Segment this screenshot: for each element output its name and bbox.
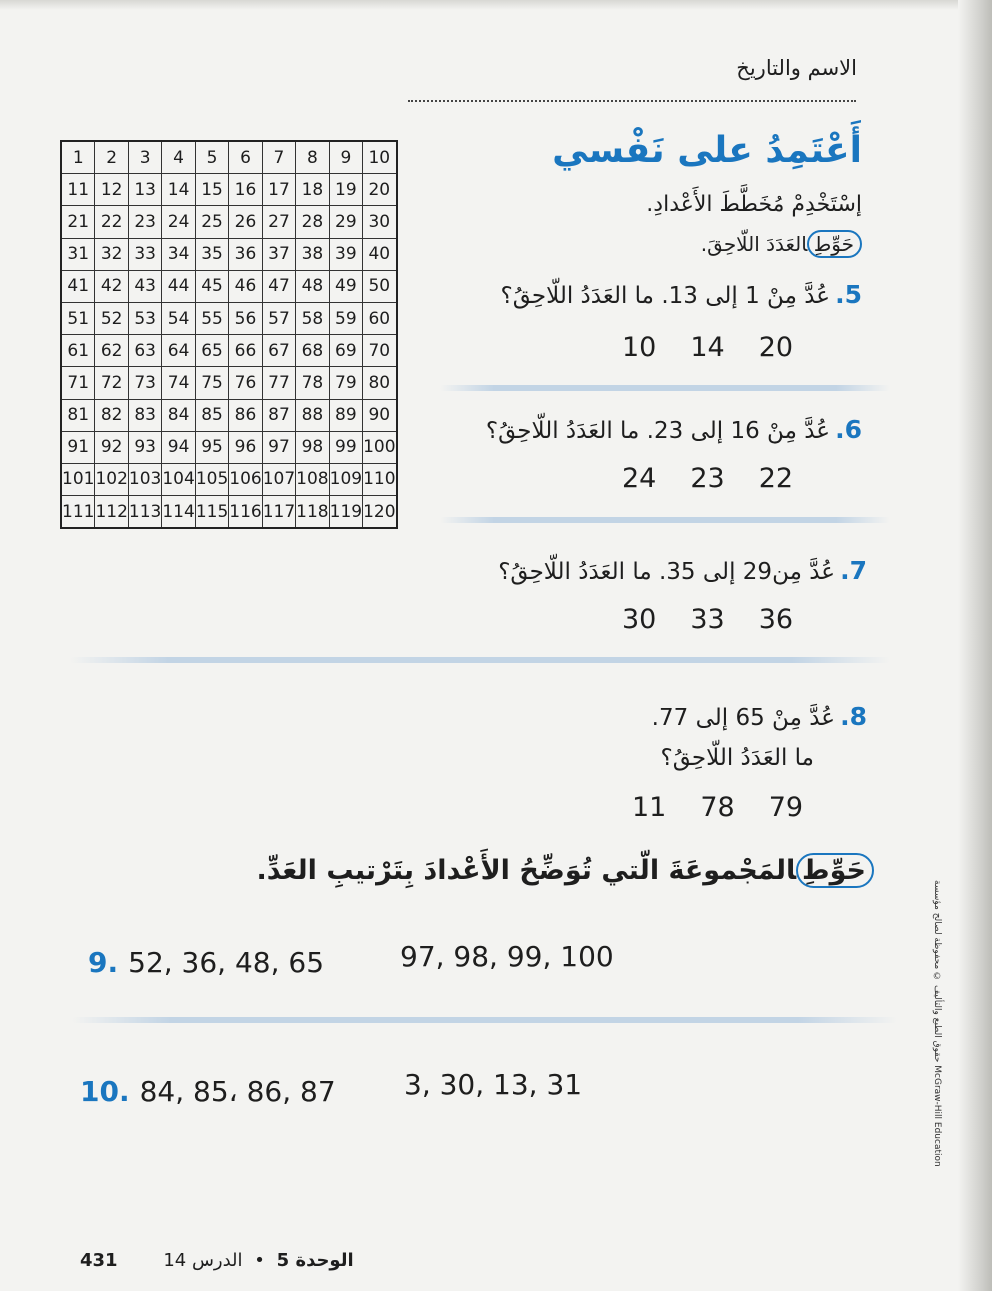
question-text: عُدَّ مِنْ 1 إلى 13. ما العَدَدُ اللّاحِقُ؟	[500, 283, 830, 309]
page-edge	[958, 0, 992, 1291]
grid-cell: 5	[195, 141, 228, 174]
grid-cell: 81	[61, 399, 95, 431]
grid-row	[61, 431, 397, 463]
grid-row	[61, 174, 397, 206]
option[interactable]: 14	[690, 332, 725, 363]
grid-cell: 9	[329, 141, 362, 174]
option[interactable]: 78	[700, 792, 735, 823]
grid-cell: 33	[128, 238, 161, 270]
grid-cell: 55	[195, 302, 228, 334]
sequence-9-b[interactable]: 97, 98, 99, 100	[400, 940, 614, 973]
grid-cell: 65	[195, 335, 228, 367]
page-edge	[0, 0, 992, 10]
grid-row	[61, 496, 397, 529]
grid-cell: 83	[128, 399, 161, 431]
options-7	[605, 604, 810, 635]
option[interactable]: 79	[768, 792, 804, 823]
grid-cell: 100	[363, 431, 397, 463]
grid-row	[61, 302, 397, 334]
grid-cell: 10	[363, 141, 397, 174]
question-text-line2: ما العَدَدُ اللّاحِقُ؟	[660, 745, 814, 771]
sequence-option: 52, 36, 48, 65	[128, 946, 325, 979]
grid-cell: 103	[128, 463, 161, 495]
grid-cell: 120	[363, 496, 397, 529]
set-instruction-rest: المَجْموعَةَ الّتي تُوَضِّحُ الأَعْدادَ بِتَرْتيبِ العَدِّ.	[256, 855, 797, 886]
grid-cell: 107	[262, 463, 295, 495]
name-date-label: الاسم والتاريخ	[736, 56, 857, 80]
grid-cell: 63	[128, 335, 161, 367]
grid-cell: 4	[162, 141, 195, 174]
option[interactable]: 24	[622, 463, 657, 494]
grid-cell: 21	[61, 206, 95, 238]
grid-cell: 86	[229, 399, 262, 431]
grid-cell: 41	[61, 270, 95, 302]
grid-cell: 31	[61, 238, 95, 270]
grid-cell: 91	[61, 431, 95, 463]
grid-cell: 79	[329, 367, 362, 399]
question-7	[397, 556, 867, 585]
option[interactable]: 23	[690, 463, 725, 494]
grid-cell: 112	[95, 496, 128, 529]
grid-cell: 119	[329, 496, 362, 529]
grid-cell: 43	[128, 270, 161, 302]
option[interactable]: 11	[632, 792, 667, 823]
sequence-option: 84, 85، 86, 87	[139, 1075, 336, 1108]
grid-cell: 62	[95, 335, 128, 367]
grid-cell: 23	[128, 206, 161, 238]
grid-cell: 32	[95, 238, 128, 270]
grid-cell: 98	[296, 431, 329, 463]
lesson-label: الدرس 14	[163, 1250, 243, 1271]
grid-cell: 20	[363, 174, 397, 206]
grid-cell: 93	[128, 431, 161, 463]
grid-cell: 109	[329, 463, 362, 495]
separator	[440, 517, 890, 523]
grid-cell: 113	[128, 496, 161, 529]
grid-cell: 95	[195, 431, 228, 463]
grid-cell: 110	[363, 463, 397, 495]
grid-cell: 73	[128, 367, 161, 399]
question-number: 10.	[80, 1075, 130, 1108]
grid-cell: 56	[229, 302, 262, 334]
grid-cell: 44	[162, 270, 195, 302]
grid-cell: 89	[329, 399, 362, 431]
grid-cell: 80	[363, 367, 397, 399]
grid-cell: 77	[262, 367, 295, 399]
grid-cell: 70	[363, 335, 397, 367]
question-number: 7.	[840, 556, 867, 585]
grid-cell: 99	[329, 431, 362, 463]
grid-cell: 57	[262, 302, 295, 334]
copyright-notice: حقوق الطبع والتأليف © محفوظة لصالح مؤسسة McGraw-Hill Education	[932, 880, 942, 1167]
grid-cell: 2	[95, 141, 128, 174]
separator	[72, 1017, 897, 1023]
grid-row	[61, 270, 397, 302]
page-title: أَعْتَمِدُ على نَفْسي	[552, 130, 862, 171]
grid-cell: 92	[95, 431, 128, 463]
grid-cell: 102	[95, 463, 128, 495]
grid-cell: 94	[162, 431, 195, 463]
grid-row	[61, 399, 397, 431]
footer	[80, 1250, 354, 1271]
grid-cell: 36	[229, 238, 262, 270]
grid-cell: 97	[262, 431, 295, 463]
grid-cell: 8	[296, 141, 329, 174]
sequence-10-a[interactable]	[80, 1075, 336, 1108]
circle-word: حَوِّطِ	[807, 230, 862, 258]
grid-cell: 25	[195, 206, 228, 238]
grid-cell: 1	[61, 141, 95, 174]
grid-cell: 54	[162, 302, 195, 334]
grid-row	[61, 367, 397, 399]
grid-cell: 82	[95, 399, 128, 431]
grid-cell: 105	[195, 463, 228, 495]
grid-cell: 116	[229, 496, 262, 529]
grid-cell: 51	[61, 302, 95, 334]
grid-cell: 58	[296, 302, 329, 334]
grid-cell: 90	[363, 399, 397, 431]
grid-cell: 72	[95, 367, 128, 399]
option[interactable]: 20	[758, 332, 794, 363]
grid-cell: 101	[61, 463, 95, 495]
grid-cell: 46	[229, 270, 262, 302]
grid-cell: 19	[329, 174, 362, 206]
grid-cell: 111	[61, 496, 95, 529]
grid-cell: 27	[262, 206, 295, 238]
separator	[70, 657, 890, 663]
grid-cell: 18	[296, 174, 329, 206]
grid-cell: 88	[296, 399, 329, 431]
grid-cell: 64	[162, 335, 195, 367]
footer-dot: •	[254, 1250, 265, 1271]
grid-cell: 59	[329, 302, 362, 334]
grid-cell: 34	[162, 238, 195, 270]
grid-cell: 76	[229, 367, 262, 399]
grid-cell: 14	[162, 174, 195, 206]
question-number: 6.	[835, 415, 862, 444]
grid-cell: 117	[262, 496, 295, 529]
grid-cell: 7	[262, 141, 295, 174]
unit-label: الوحدة 5	[276, 1250, 354, 1271]
grid-cell: 50	[363, 270, 397, 302]
option[interactable]: 33	[690, 604, 725, 635]
question-text: عُدَّ مِن29 إلى 35. ما العَدَدُ اللّاحِقُ؟	[498, 559, 835, 585]
grid-cell: 53	[128, 302, 161, 334]
grid-cell: 40	[363, 238, 397, 270]
grid-cell: 29	[329, 206, 362, 238]
grid-cell: 16	[229, 174, 262, 206]
grid-cell: 22	[95, 206, 128, 238]
question-number: 5.	[835, 280, 862, 309]
grid-cell: 45	[195, 270, 228, 302]
grid-cell: 35	[195, 238, 228, 270]
question-text: عُدَّ مِنْ 16 إلى 23. ما العَدَدُ اللّاحِقُ؟	[485, 418, 830, 444]
grid-row	[61, 335, 397, 367]
name-date-line	[408, 100, 856, 102]
option[interactable]: 36	[758, 604, 794, 635]
grid-row	[61, 206, 397, 238]
grid-cell: 42	[95, 270, 128, 302]
separator	[440, 385, 890, 391]
grid-cell: 104	[162, 463, 195, 495]
grid-cell: 52	[95, 302, 128, 334]
grid-cell: 24	[162, 206, 195, 238]
grid-cell: 60	[363, 302, 397, 334]
grid-cell: 12	[95, 174, 128, 206]
grid-cell: 115	[195, 496, 228, 529]
grid-cell: 75	[195, 367, 228, 399]
option[interactable]: 30	[622, 604, 657, 635]
options-8	[615, 792, 820, 823]
grid-cell: 106	[229, 463, 262, 495]
question-number: 8.	[840, 702, 867, 731]
grid-cell: 87	[262, 399, 295, 431]
grid-row	[61, 238, 397, 270]
instruction-rest: العَدَدَ اللّاحِقَ.	[700, 232, 808, 256]
options-5	[605, 332, 810, 363]
grid-cell: 11	[61, 174, 95, 206]
grid-cell: 108	[296, 463, 329, 495]
grid-cell: 96	[229, 431, 262, 463]
grid-cell: 78	[296, 367, 329, 399]
grid-cell: 30	[363, 206, 397, 238]
grid-cell: 28	[296, 206, 329, 238]
question-text: عُدَّ مِنْ 65 إلى 77.	[651, 705, 835, 731]
grid-cell: 118	[296, 496, 329, 529]
option[interactable]: 10	[622, 332, 657, 363]
option[interactable]: 22	[758, 463, 794, 494]
instruction-circle	[701, 232, 862, 256]
question-number: 9.	[88, 946, 119, 979]
grid-cell: 37	[262, 238, 295, 270]
instruction: إسْتَخْدِمْ مُخَطَّطَ الأَعْدادِ.	[646, 192, 862, 217]
grid-cell: 114	[162, 496, 195, 529]
grid-cell: 3	[128, 141, 161, 174]
grid-cell: 61	[61, 335, 95, 367]
set-instruction	[256, 855, 874, 886]
page-number: 431	[80, 1250, 118, 1271]
grid-cell: 67	[262, 335, 295, 367]
question-5	[392, 280, 862, 309]
sequence-9-a[interactable]	[88, 946, 324, 979]
grid-cell: 38	[296, 238, 329, 270]
grid-cell: 85	[195, 399, 228, 431]
grid-cell: 48	[296, 270, 329, 302]
options-6	[605, 463, 810, 494]
circle-word: حَوِّطِ	[796, 853, 874, 888]
question-8	[447, 702, 867, 731]
grid-cell: 47	[262, 270, 295, 302]
grid-cell: 26	[229, 206, 262, 238]
grid-cell: 74	[162, 367, 195, 399]
grid-cell: 17	[262, 174, 295, 206]
grid-row	[61, 463, 397, 495]
grid-cell: 6	[229, 141, 262, 174]
grid-cell: 49	[329, 270, 362, 302]
grid-cell: 84	[162, 399, 195, 431]
grid-cell: 69	[329, 335, 362, 367]
hundred-chart	[60, 140, 398, 529]
grid-row	[61, 141, 397, 174]
grid-cell: 71	[61, 367, 95, 399]
grid-cell: 13	[128, 174, 161, 206]
question-6	[392, 415, 862, 444]
grid-cell: 68	[296, 335, 329, 367]
grid-cell: 39	[329, 238, 362, 270]
sequence-10-b[interactable]: 3, 30, 13, 31	[404, 1068, 583, 1101]
grid-cell: 15	[195, 174, 228, 206]
grid-cell: 66	[229, 335, 262, 367]
